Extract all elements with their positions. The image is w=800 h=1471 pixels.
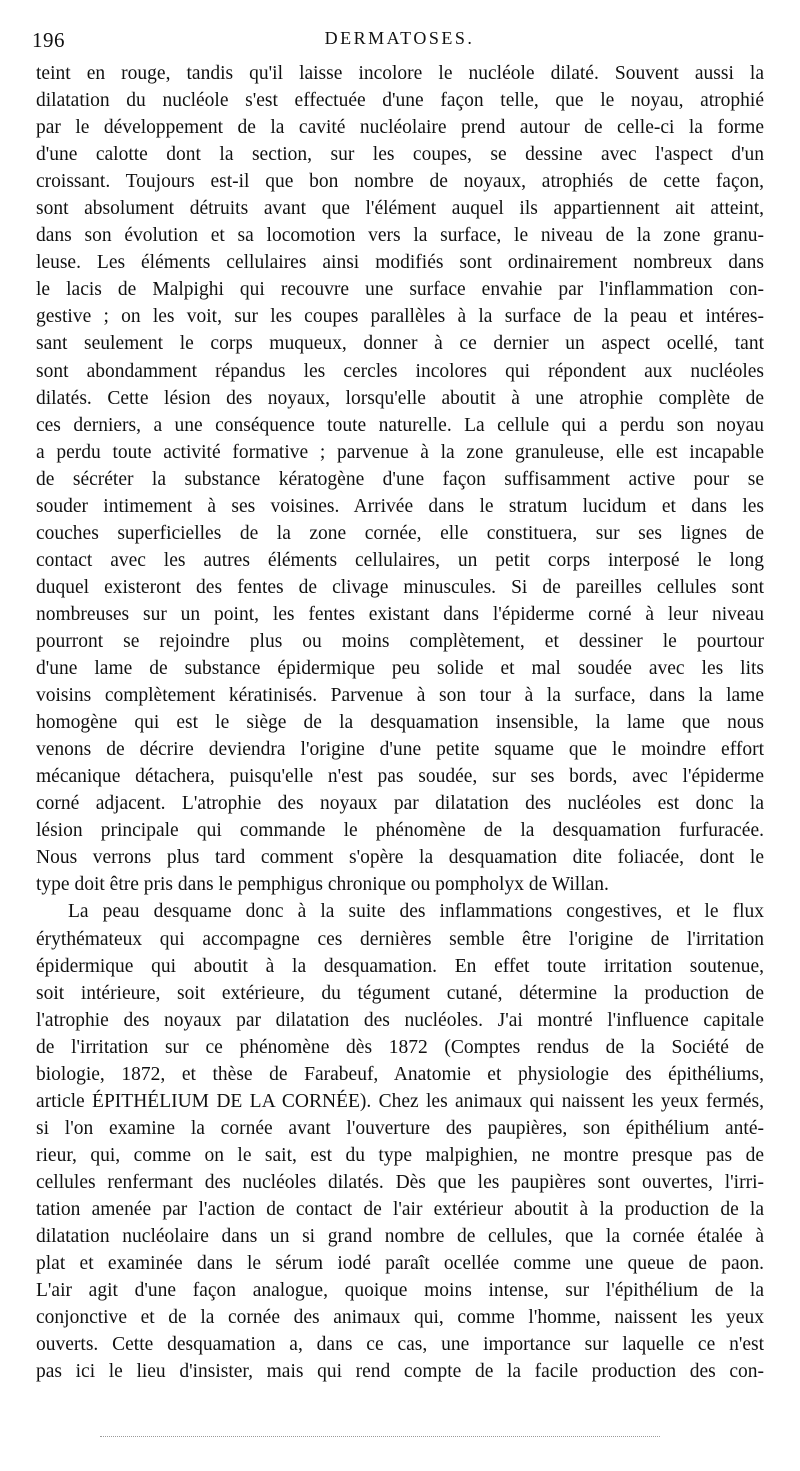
text-line: dilatation nucléolaire dans un si grand nombre de cellules, que la cornée étalée à: [36, 1226, 764, 1248]
text-line: érythémateux qui accompagne ces dernières semble être l'origine de l'irritation: [36, 928, 764, 950]
text-line: type doit être pris dans le pemphigus chronique ou pompholyx de Willan.: [36, 874, 609, 896]
text-line: teint en rouge, tandis qu'il laisse incolore le nucléole dilaté. Souvent aussi la: [36, 63, 764, 84]
text-line: cellules renfermant des nucléoles dilatés. Dès que les paupières sont ouvertes, l'irri-: [36, 1171, 764, 1193]
text-line: d'une calotte dont la section, sur les coupes, se dessine avec l'aspect d'un: [36, 144, 764, 166]
text-line: plat et examinée dans le sérum iodé paraît ocellée comme une queue de paon.: [36, 1253, 764, 1275]
text-line: ces derniers, a une conséquence toute naturelle. La cellule qui a perdu son noyau: [36, 414, 764, 436]
text-line: de sécréter la substance kératogène d'une façon suffisamment active pour se: [36, 468, 764, 490]
text-line: L'air agit d'une façon analogue, quoique moins intense, sur l'épithélium de la: [36, 1280, 764, 1302]
text-line: voisins complètement kératinisés. Parvenue à son tour à la surface, dans la lame: [36, 685, 764, 707]
text-line: rieur, qui, comme on le sait, est du type malpighien, ne montre presque pas de: [36, 1144, 764, 1166]
text-line: biologie, 1872, et thèse de Farabeuf, Anatomie et physiologie des épithéliums,: [36, 1063, 764, 1085]
text-line: le lacis de Malpighi qui recouvre une surface envahie par l'inflammation con-: [36, 279, 764, 301]
text-line: pourront se rejoindre plus ou moins complètement, et dessiner le pourtour: [36, 630, 764, 652]
text-line: d'une lame de substance épidermique peu solide et mal soudée avec les lits: [36, 658, 764, 680]
text-line: corné adjacent. L'atrophie des noyaux par dilatation des nucléoles est donc la: [36, 793, 764, 815]
text-line: si l'on examine la cornée avant l'ouverture des paupières, son épithélium anté-: [36, 1117, 764, 1139]
text-line: tation amenée par l'action de contact de l'air extérieur aboutit à la production de la: [36, 1198, 764, 1220]
text-line: souder intimement à ses voisines. Arrivée dans le stratum lucidum et dans les: [36, 495, 764, 517]
page-bottom-rule: [100, 1436, 660, 1437]
text-line: homogène qui est le siège de la desquamation insensible, la lame que nous: [36, 712, 764, 734]
text-line: duquel existeront des fentes de clivage minuscules. Si de pareilles cellules sont: [36, 576, 764, 598]
text-line: croissant. Toujours est-il que bon nombre de noyaux, atrophiés de cette façon,: [36, 171, 764, 193]
page-number: 196: [32, 28, 65, 52]
text-line: Nous verrons plus tard comment s'opère la desquamation dite foliacée, dont le: [36, 847, 764, 869]
text-line: soit intérieure, soit extérieure, du tégument cutané, détermine la production de: [36, 982, 764, 1004]
running-title: DERMATOSES.: [324, 28, 475, 48]
text-line: dilatés. Cette lésion des noyaux, lorsqu'elle aboutit à une atrophie complète de: [36, 387, 764, 409]
text-line: dilatation du nucléole s'est effectuée d'une façon telle, que le noyau, atrophié: [36, 90, 764, 112]
text-line: l'atrophie des noyaux par dilatation des nucléoles. J'ai montré l'influence capitale: [36, 1009, 764, 1031]
text-line: couches superficielles de la zone cornée, elle constituera, sur ses lignes de: [36, 522, 764, 544]
text-line: épidermique qui aboutit à la desquamation. En effet toute irritation soutenue,: [36, 955, 764, 977]
page-header: [32, 28, 767, 54]
paragraph: [36, 898, 764, 1385]
text-line: La peau desquame donc à la suite des inflammations congestives, et le flux: [68, 901, 764, 923]
text-line: sont abondamment répandus les cercles incolores qui répondent aux nucléoles: [36, 360, 764, 382]
text-line: gestive ; on les voit, sur les coupes parallèles à la surface de la peau et intéres-: [36, 306, 764, 328]
text-line: article ÉPITHÉLIUM DE LA CORNÉE). Chez les animaux qui naissent les yeux fermés,: [36, 1090, 764, 1112]
text-line: dans son évolution et sa locomotion vers la surface, le niveau de la zone granu-: [36, 225, 764, 247]
body-text: [36, 60, 764, 1385]
text-line: nombreuses sur un point, les fentes existant dans l'épiderme corné à leur niveau: [36, 603, 764, 625]
text-line: mécanique détachera, puisqu'elle n'est pas soudée, sur ses bords, avec l'épiderme: [36, 766, 764, 788]
text-line: leuse. Les éléments cellulaires ainsi modifiés sont ordinairement nombreux dans: [36, 252, 764, 274]
text-line: pas ici le lieu d'insister, mais qui rend compte de la facile production des con-: [36, 1361, 764, 1383]
text-line: conjonctive et de la cornée des animaux qui, comme l'homme, naissent les yeux: [36, 1307, 764, 1329]
text-line: contact avec les autres éléments cellulaires, un petit corps interposé le long: [36, 549, 764, 571]
text-line: sont absolument détruits avant que l'élément auquel ils appartiennent ait atteint,: [36, 198, 764, 220]
text-line: de l'irritation sur ce phénomène dès 1872 (Comptes rendus de la Société de: [36, 1036, 764, 1058]
text-line: ouverts. Cette desquamation a, dans ce cas, une importance sur laquelle ce n'est: [36, 1334, 764, 1356]
text-line: venons de décrire deviendra l'origine d'une petite squame que le moindre effort: [36, 739, 764, 761]
text-line: sant seulement le corps muqueux, donner à ce dernier un aspect ocellé, tant: [36, 333, 764, 355]
text-line: lésion principale qui commande le phénomène de la desquamation furfuracée.: [36, 820, 764, 842]
text-line: a perdu toute activité formative ; parvenue à la zone granuleuse, elle est incapable: [36, 441, 764, 463]
text-line: par le développement de la cavité nucléolaire prend autour de celle-ci la forme: [36, 117, 764, 139]
paragraph: [36, 60, 764, 898]
